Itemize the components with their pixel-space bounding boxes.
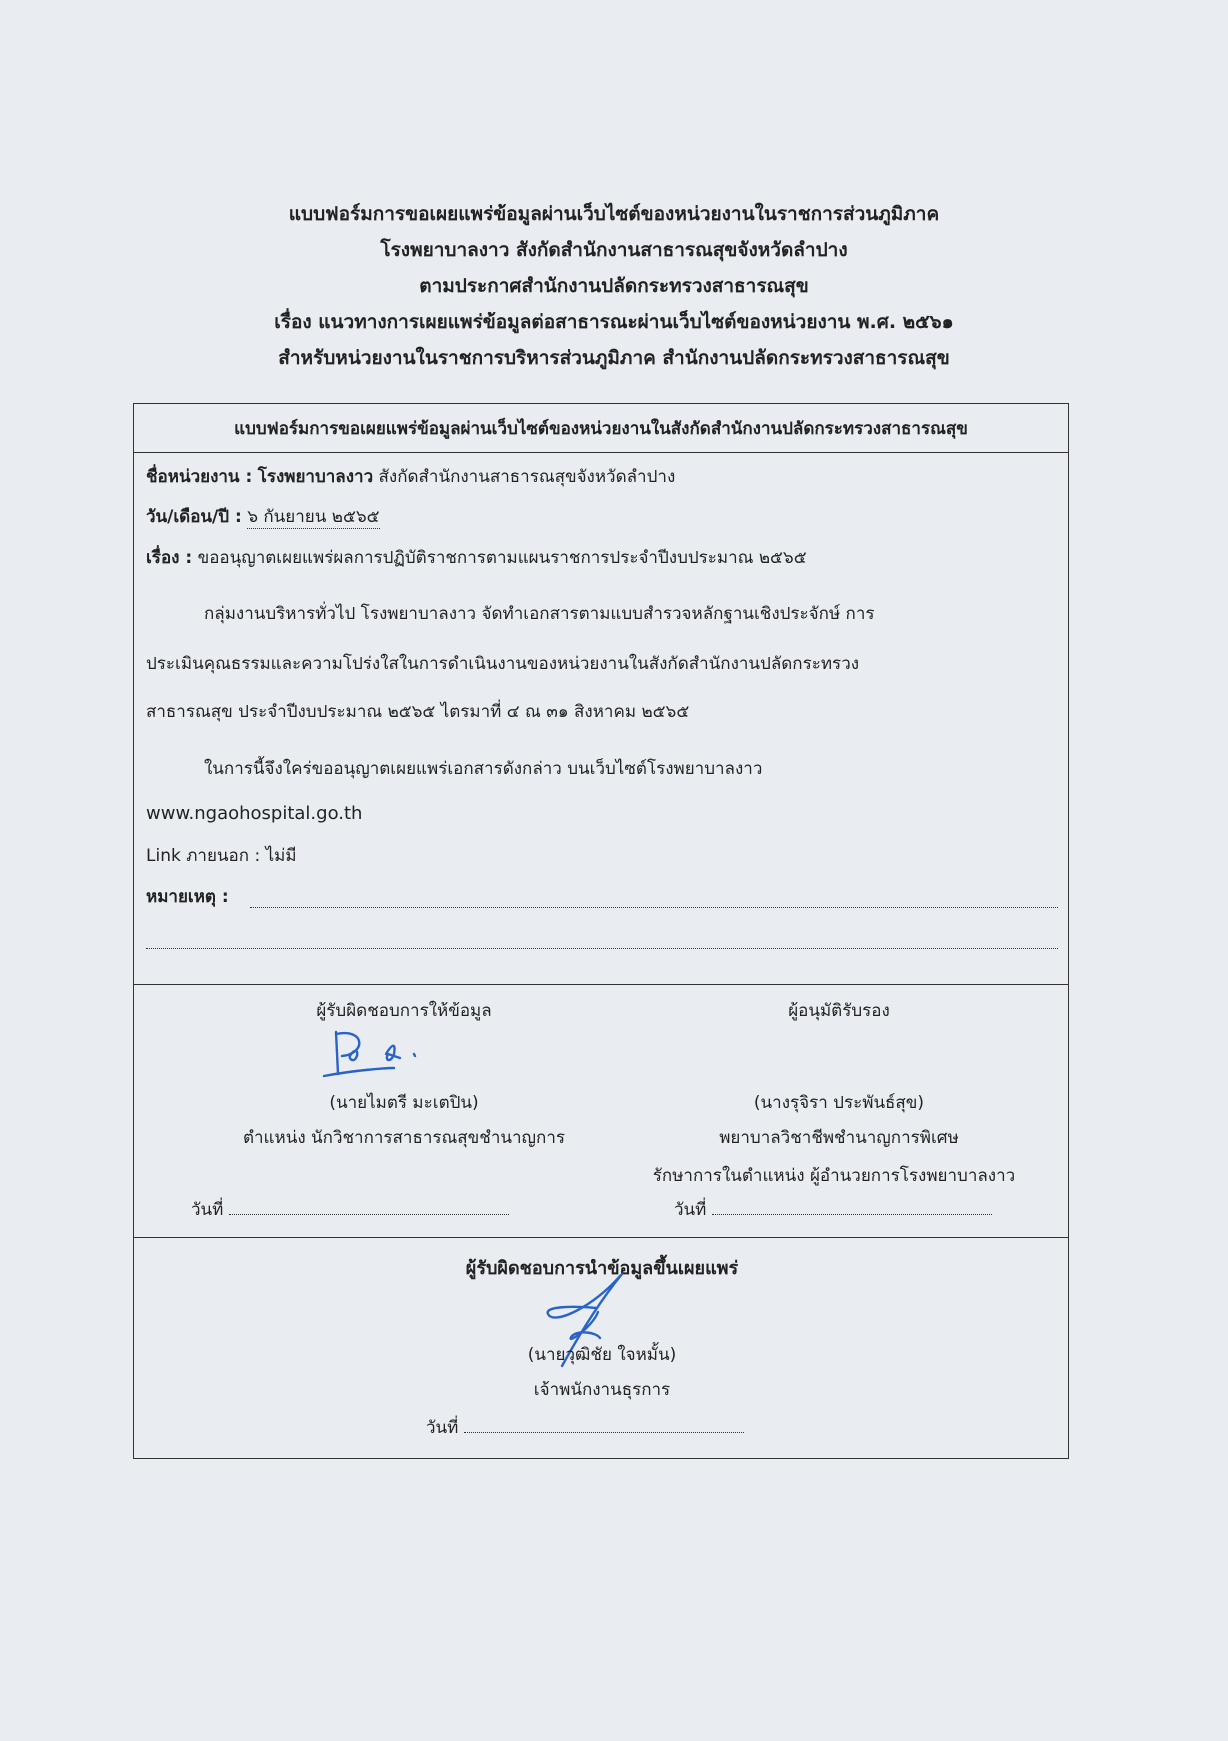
left-signature: [316, 1024, 436, 1084]
external-link-label: Link ภายนอก :: [146, 846, 261, 866]
header-line-2: โรงพยาบาลงาว สังกัดสำนักงานสาธารณสุขจังหวัดลำปาง: [380, 239, 848, 261]
subject-row: [146, 545, 807, 571]
bottom-date-row: [426, 1414, 744, 1441]
form-title: แบบฟอร์มการขอเผยแพร่ข้อมูลผ่านเว็บไซต์ของหน่วยงานในสังกัดสำนักงานปลัดกระทรวงสาธารณสุข: [234, 419, 968, 439]
agency-rest: สังกัดสำนักงานสาธารณสุขจังหวัดลำปาง: [378, 467, 676, 487]
agency-row: [146, 464, 675, 490]
left-role: ผู้รับผิดชอบการให้ข้อมูล: [316, 1001, 492, 1021]
left-name: (นายไมตรี มะเตปิน): [329, 1093, 479, 1113]
bottom-name: (นายวุฒิชัย ใจหมั้น): [527, 1345, 677, 1365]
left-date-dotted-line: [229, 1196, 509, 1215]
website-link[interactable]: www.ngaohospital.go.th: [146, 803, 363, 824]
divider: [134, 984, 1068, 985]
right-name: (นางรุจิรา ประพันธ์สุข): [753, 1093, 925, 1113]
left-date-label: วันที่: [191, 1200, 224, 1220]
external-link-value: ไม่มี: [265, 846, 297, 866]
right-position: พยาบาลวิชาชีพชำนาญการพิเศษ: [719, 1128, 959, 1148]
bottom-position: เจ้าพนักงานธุรการ: [533, 1380, 671, 1400]
subject-value: ขออนุญาตเผยแพร่ผลการปฏิบัติราชการตามแผนราชการประจำปีงบประมาณ ๒๕๖๕: [197, 548, 807, 568]
bottom-date-label: วันที่: [426, 1418, 459, 1438]
right-role: ผู้อนุมัติรับรอง: [788, 1001, 890, 1021]
remark-dotted-line: [250, 907, 1058, 908]
right-date-row: [674, 1196, 992, 1223]
remark-dotted-line: [146, 948, 1058, 949]
header-line-1: แบบฟอร์มการขอเผยแพร่ข้อมูลผ่านเว็บไซต์ของหน่วยงานในราชการส่วนภูมิภาค: [288, 203, 940, 225]
header-line-4: เรื่อง แนวทางการเผยแพร่ข้อมูลต่อสาธารณะผ่านเว็บไซต์ของหน่วยงาน พ.ศ. ๒๕๖๑: [274, 311, 954, 333]
date-value: ๖ กันยายน ๒๕๖๕: [247, 507, 380, 527]
external-link-row: [146, 843, 297, 869]
right-date-dotted-line: [712, 1196, 992, 1215]
date-row: [146, 504, 380, 530]
date-label: วัน/เดือน/ปี :: [146, 507, 242, 527]
right-date-label: วันที่: [674, 1200, 707, 1220]
request-line: ในการนี้จึงใคร่ขออนุญาตเผยแพร่เอกสารดังกล่าว บนเว็บไซต์โรงพยาบาลงาว: [204, 759, 763, 779]
divider: [134, 452, 1068, 453]
document-header: [134, 196, 1094, 376]
left-date-row: [191, 1196, 509, 1223]
right-acting: รักษาการในตำแหน่ง ผู้อำนวยการโรงพยาบาลงาว: [652, 1166, 1016, 1186]
left-position: ตำแหน่ง นักวิชาการสาธารณสุขชำนาญการ: [242, 1128, 566, 1148]
header-line-5: สำหรับหน่วยงานในราชการบริหารส่วนภูมิภาค สำนักงานปลัดกระทรวงสาธารณสุข: [278, 347, 950, 369]
form-frame: [133, 403, 1069, 1459]
bottom-date-dotted-line: [464, 1414, 744, 1433]
body-line-2: ประเมินคุณธรรมและความโปร่งใสในการดำเนินงานของหน่วยงานในสังกัดสำนักงานปลัดกระทรวง: [146, 654, 860, 674]
agency-label: ชื่อหน่วยงาน :: [146, 467, 253, 487]
body-line-3: สาธารณสุข ประจำปีงบประมาณ ๒๕๖๕ ไตรมาที่ ๔ ณ ๓๑ สิงหาคม ๒๕๖๕: [146, 702, 690, 722]
remark-label: หมายเหตุ :: [146, 887, 229, 907]
divider: [134, 1237, 1068, 1238]
agency-name: โรงพยาบาลงาว: [257, 467, 374, 487]
body-line-1: กลุ่มงานบริหารทั่วไป โรงพยาบาลงาว จัดทำเอกสารตามแบบสำรวจหลักฐานเชิงประจักษ์ การ: [204, 604, 875, 624]
bottom-role: ผู้รับผิดชอบการนำข้อมูลขึ้นเผยแพร่: [465, 1258, 739, 1279]
header-line-3: ตามประกาศสำนักงานปลัดกระทรวงสาธารณสุข: [419, 275, 809, 297]
subject-label: เรื่อง :: [146, 548, 193, 568]
